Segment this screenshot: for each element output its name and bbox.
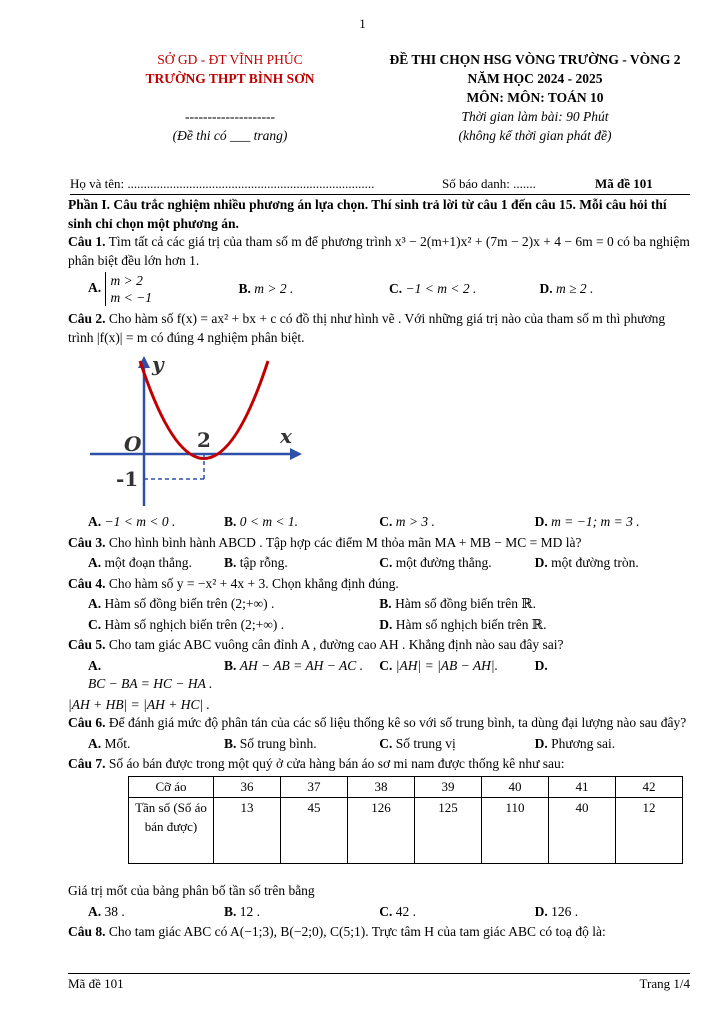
question-4: Câu 4. Cho hàm số y = −x² + 4x + 3. Chọn khẳng định đúng. [68,575,399,591]
q4-options-cd [68,616,690,635]
table-cell: 126 [348,798,415,864]
y-tick-label: -1 [116,467,139,491]
q4-option-c: C. Hàm số nghịch biến trên (2;+∞) . [88,616,285,632]
question-8: Câu 8. Cho tam giác ABC có A(−1;3), B(−2;0), C(5;1). Trực tâm H của tam giác ABC có toạ độ là: [68,924,606,939]
sbd-field: Số báo danh: ....... [442,176,536,191]
q3-options [68,554,690,573]
footer-code: Mã đề 101 [68,976,124,991]
dept-name: SỞ GD - ĐT VĨNH PHÚC [157,52,303,67]
q2-option-b: B. 0 < m < 1. [223,514,299,529]
page-footer [68,973,690,992]
q7-option-b: B. 12 . [223,903,260,919]
origin-label: O [124,432,142,456]
q6-option-d: D. Phương sai. [534,735,616,751]
q5-option-d: |AH + HB| = |AH + HC| . [68,696,210,712]
exam-title: ĐỀ THI CHỌN HSG VÒNG TRƯỜNG - VÒNG 2 [389,52,681,67]
exam-code: Mã đề 101 [595,176,653,191]
q5-option-b: B. AH − AB = AH − AC . [223,657,364,673]
q7-question: Giá trị mốt của bảng phân bố tần số trên bằng [68,883,315,898]
parabola-graph [80,351,310,511]
q5-option-a: A. BC − BA = HC − HA . [88,657,213,691]
table-cell: 36 [214,776,281,798]
footer-page: Trang 1/4 [639,976,690,991]
exam-content [68,196,690,942]
question-6: Câu 6. Để đánh giá mức độ phân tán của các số liệu thống kê so với số trung bình, ta dùng đại lượng nào sau đây? [68,715,687,730]
table-cell: 125 [415,798,482,864]
q6-option-a: A. Mốt. [88,735,131,751]
table-cell: 38 [348,776,415,798]
question-7: Câu 7. Số áo bán được trong một quý ở cửa hàng bán áo sơ mi nam được thống kê như sau: [68,756,565,771]
q1-option-b: B. m > 2 . [238,280,294,296]
q2-options [68,513,690,532]
dashes: -------------------- [185,109,275,124]
q7-option-c: C. 42 . [379,903,417,919]
q6-options [68,735,690,754]
school-name: TRƯỜNG THPT BÌNH SƠN [145,71,315,86]
q5-option-d-label: D. [534,657,548,673]
q1-options [68,272,690,306]
q1-option-c: C. −1 < m < 2 . [389,280,477,296]
table-cell: 42 [616,776,683,798]
pages-note: (Đề thi có ___ trang) [172,128,288,143]
q3-option-b: B. tập rỗng. [223,555,288,570]
x-axis-label: x [280,424,292,448]
x-tick-label: 2 [197,428,211,452]
table-cell: 110 [482,798,549,864]
table-cell: 39 [415,776,482,798]
q4-options-ab [68,595,690,614]
table-cell: 40 [482,776,549,798]
q3-option-d: D. một đường tròn. [534,555,639,570]
q4-option-a: A. Hàm số đồng biến trên (2;+∞) . [88,596,275,611]
table-row [129,798,683,864]
q2-option-a: A. −1 < m < 0 . [88,514,176,529]
q3-option-a: A. một đoạn thẳng. [88,555,192,570]
school-year: NĂM HỌC 2024 - 2025 [467,71,603,86]
exam-time: Thời gian làm bài: 90 Phút [461,109,609,124]
q7-options [68,903,690,922]
frequency-table [128,776,683,865]
table-cell: 40 [549,798,616,864]
q4-option-d: D. Hàm số nghịch biến trên ℝ. [379,616,547,632]
q1-option-a: A. m > 2 m < −1 [88,273,152,305]
table-cell: 12 [616,798,683,864]
q5-option-c: C. |AH| = |AB − AH|. [379,657,498,673]
q4-option-b: B. Hàm số đồng biến trên ℝ. [379,596,537,611]
table-cell: 45 [281,798,348,864]
header-right [380,50,690,145]
table-cell: 13 [214,798,281,864]
q6-option-b: B. Số trung bình. [223,735,317,751]
x-axis-arrow [290,448,302,460]
table-row [129,776,683,798]
table-cell: 37 [281,776,348,798]
q7-option-d: D. 126 . [534,903,579,919]
page-number: 1 [359,16,366,31]
table-cell: 41 [549,776,616,798]
q5-options [68,657,690,694]
question-2: Câu 2. Cho hàm số f(x) = ax² + bx + c có đồ thị như hình vẽ . Với những giá trị nào của tham số m thì phương trình |f(x)| = m có đúng 4 nghiệm phân biệt. [68,311,666,345]
q6-option-c: C. Số trung vị [379,735,456,751]
q2-option-d: D. m = −1; m = 3 . [534,514,640,529]
q3-option-c: C. một đường thẳng. [379,555,492,570]
q1-option-d: D. m ≥ 2 . [539,280,594,296]
q7-option-a: A. 38 . [88,903,125,919]
name-field: Họ và tên: ............................................................................ [70,176,375,191]
q2-option-c: C. m > 3 . [379,514,435,529]
question-5: Câu 5. Cho tam giác ABC vuông cân đỉnh A , đường cao AH . Khẳng định nào sau đây sai? [68,637,564,652]
y-axis-label: y [152,352,164,376]
header-left [100,50,360,145]
subject: MÔN: MÔN: TOÁN 10 [466,90,604,105]
question-3: Câu 3. Cho hình bình hành ABCD . Tập hợp các điểm M thỏa mãn MA + MB − MC = MD là? [68,534,582,550]
exam-time-note: (không kể thời gian phát đề) [458,128,612,143]
student-info-line [70,176,690,195]
table-head-freq: Tần số (Số áo bán được) [129,798,214,864]
part1-title: Phần I. Câu trắc nghiệm nhiều phương án lựa chọn. Thí sinh trả lời từ câu 1 đến câu 15. Mỗi câu hỏi thí sinh chỉ chọn một phương án. [68,197,667,231]
table-head-size: Cỡ áo [129,776,214,798]
question-1: Câu 1. Tìm tất cả các giá trị của tham số m để phương trình x³ − 2(m+1)x² + (7m − 2)x + 4 − 6m = 0 có ba nghiệm phân biệt đều lớn hơn 1. [68,234,690,268]
